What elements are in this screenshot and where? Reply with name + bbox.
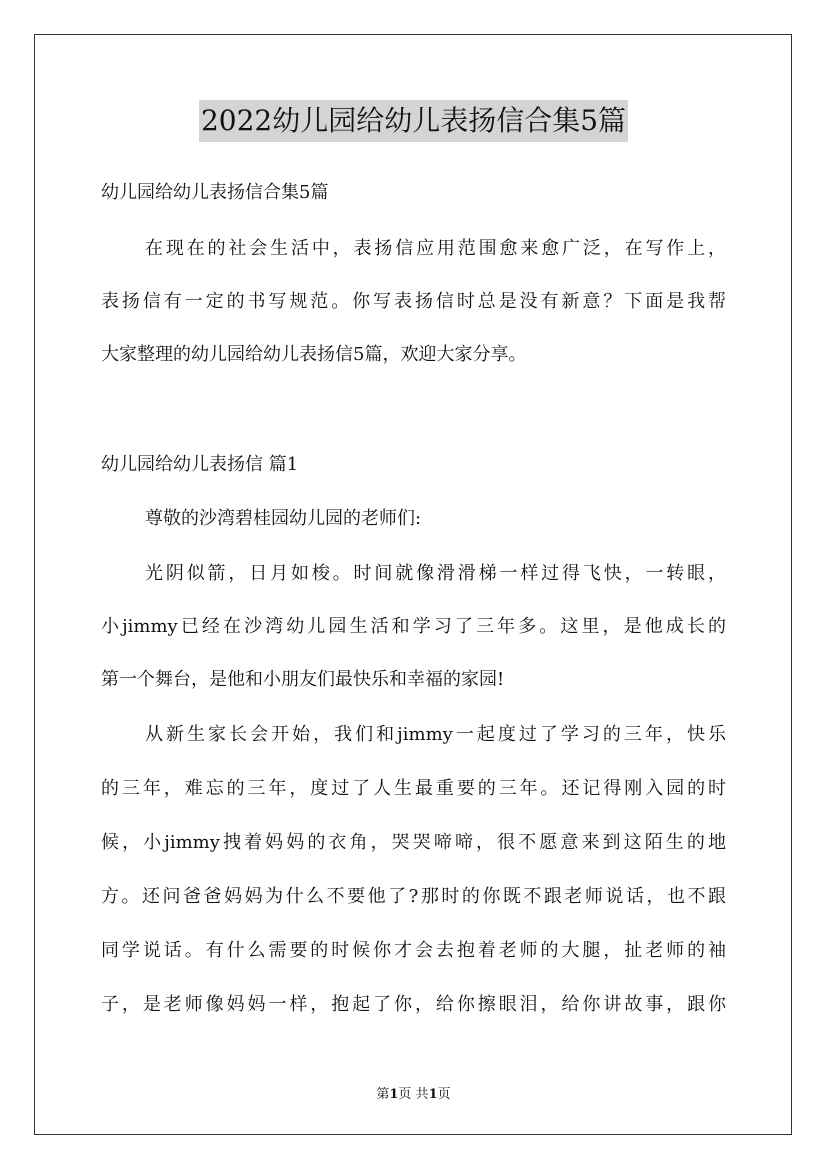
paragraph-line: 小jimmy已经在沙湾幼儿园生活和学习了三年多。这里，是他成长的 (101, 616, 726, 637)
paragraph-line: 候，小jimmy拽着妈妈的衣角，哭哭啼啼，很不愿意来到这陌生的地 (101, 832, 726, 853)
page-total: 1 (428, 1087, 438, 1102)
page-footer (0, 1083, 827, 1102)
page-current: 1 (389, 1087, 399, 1102)
section-heading: 幼儿园给幼儿表扬信 篇1 (101, 454, 299, 475)
document-title: 2022幼儿园给幼儿表扬信合集5篇 (199, 100, 628, 142)
intro-line: 表扬信有一定的书写规范。你写表扬信时总是没有新意？下面是我帮 (101, 291, 726, 312)
page-mid: 页 共 (398, 1087, 429, 1102)
intro-line: 大家整理的幼儿园给幼儿表扬信5篇，欢迎大家分享。 (101, 344, 527, 365)
paragraph-line: 同学说话。有什么需要的时候你才会去抱着老师的大腿，扯老师的袖 (101, 940, 726, 961)
paragraph-line: 子，是老师像妈妈一样，抱起了你，给你擦眼泪，给你讲故事，跟你 (101, 994, 726, 1015)
salutation: 尊敬的沙湾碧桂园幼儿园的老师们: (145, 508, 422, 529)
paragraph-line: 方。还问爸爸妈妈为什么不要他了?那时的你既不跟老师说话，也不跟 (101, 886, 726, 907)
paragraph-line: 从新生家长会开始，我们和jimmy一起度过了学习的三年，快乐 (145, 724, 726, 745)
document-subtitle: 幼儿园给幼儿表扬信合集5篇 (101, 182, 329, 203)
page-suffix: 页 (437, 1087, 451, 1102)
paragraph-line: 光阴似箭，日月如梭。时间就像滑滑梯一样过得飞快，一转眼， (145, 563, 726, 584)
paragraph-line: 的三年，难忘的三年，度过了人生最重要的三年。还记得刚入园的时 (101, 778, 726, 799)
paragraph-line: 第一个舞台，是他和小朋友们最快乐和幸福的家园! (101, 669, 505, 690)
intro-line: 在现在的社会生活中，表扬信应用范围愈来愈广泛，在写作上， (145, 238, 726, 259)
title-container (0, 100, 827, 142)
page-prefix: 第 (376, 1087, 390, 1102)
